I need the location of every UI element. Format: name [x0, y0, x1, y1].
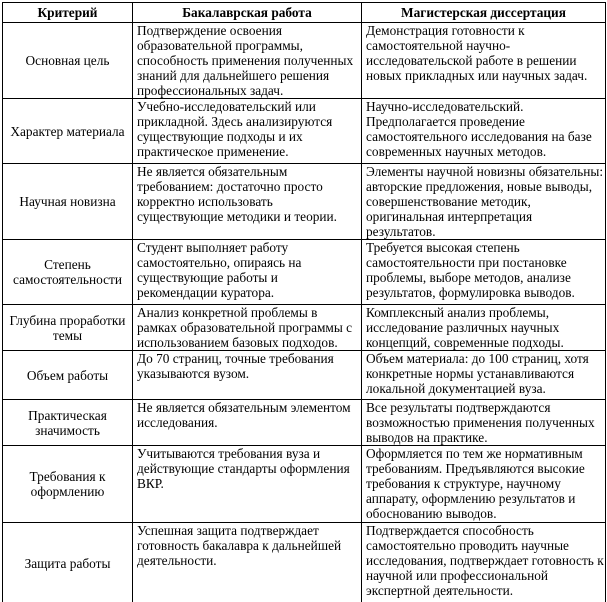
bachelor-cell: До 70 страниц, точные требования указываются вузом.: [133, 351, 362, 400]
table-row: [3, 446, 606, 523]
bachelor-cell: Не является обязательным требованием: достаточно просто корректно использовать существующие методики и теории.: [133, 164, 362, 240]
bachelor-cell: Анализ конкретной проблемы в рамках образовательной программы с использованием базовых подходов.: [133, 305, 362, 351]
criterion-cell: Характер материала: [3, 99, 133, 164]
criterion-cell: Практическая значимость: [3, 400, 133, 446]
bachelor-cell: Успешная защита подтверждает готовность бакалавра к дальнейшей деятельности.: [133, 523, 362, 602]
master-cell: Объем материала: до 100 страниц, хотя конкретные нормы устанавливаются локальной документацией вуза.: [362, 351, 606, 400]
bachelor-cell: Учитываются требования вуза и действующие стандарты оформления ВКР.: [133, 446, 362, 523]
master-cell: Научно-исследовательский. Предполагается проведение самостоятельного исследования на базе современных научных методов.: [362, 99, 606, 164]
master-cell: Комплексный анализ проблемы, исследование различных научных концепций, современные подходы.: [362, 305, 606, 351]
table-header-row: [3, 3, 606, 23]
table-row: [3, 23, 606, 99]
criterion-cell: Требования к оформлению: [3, 446, 133, 523]
table-row: [3, 99, 606, 164]
master-cell: Демонстрация готовности к самостоятельной научно-исследовательской работе в решении новых прикладных или научных задач.: [362, 23, 606, 99]
table-row: [3, 164, 606, 240]
master-cell: Подтверждается способность самостоятельно проводить научные исследования, подтверждает готовность к научной или профессиональной экспертной деятельности.: [362, 523, 606, 602]
header-criterion: Критерий: [3, 3, 133, 23]
bachelor-cell: Студент выполняет работу самостоятельно, опираясь на существующие работы и рекомендации куратора.: [133, 240, 362, 305]
master-cell: Требуется высокая степень самостоятельности при постановке проблемы, выборе методов, анализе результатов, формулировка выводов.: [362, 240, 606, 305]
criterion-cell: Основная цель: [3, 23, 133, 99]
criterion-cell: Защита работы: [3, 523, 133, 602]
bachelor-cell: Подтверждение освоения образовательной программы, способность применения полученных знаний для дальнейшего решения профессиональных задач.: [133, 23, 362, 99]
table-row: [3, 240, 606, 305]
bachelor-cell: Учебно-исследовательский или прикладной. Здесь анализируются существующие подходы и их практическое применение.: [133, 99, 362, 164]
criterion-cell: Объем работы: [3, 351, 133, 400]
header-bachelor: Бакалаврская работа: [133, 3, 362, 23]
table-row: [3, 400, 606, 446]
table-row: [3, 305, 606, 351]
master-cell: Элементы научной новизны обязательны: авторские предложения, новые выводы, совершенствование методик, оригинальная интерпретация результатов.: [362, 164, 606, 240]
master-cell: Все результаты подтверждаются возможностью применения полученных выводов на практике.: [362, 400, 606, 446]
comparison-table: [2, 2, 606, 602]
master-cell: Оформляется по тем же нормативным требованиям. Предъявляются высокие требования к структуре, научному аппарату, оформлению результатов и обоснованию выводов.: [362, 446, 606, 523]
bachelor-cell: Не является обязательным элементом исследования.: [133, 400, 362, 446]
table-row: [3, 523, 606, 602]
criterion-cell: Глубина проработки темы: [3, 305, 133, 351]
criterion-cell: Научная новизна: [3, 164, 133, 240]
table-row: [3, 351, 606, 400]
header-master: Магистерская диссертация: [362, 3, 606, 23]
criterion-cell: Степень самостоятельности: [3, 240, 133, 305]
